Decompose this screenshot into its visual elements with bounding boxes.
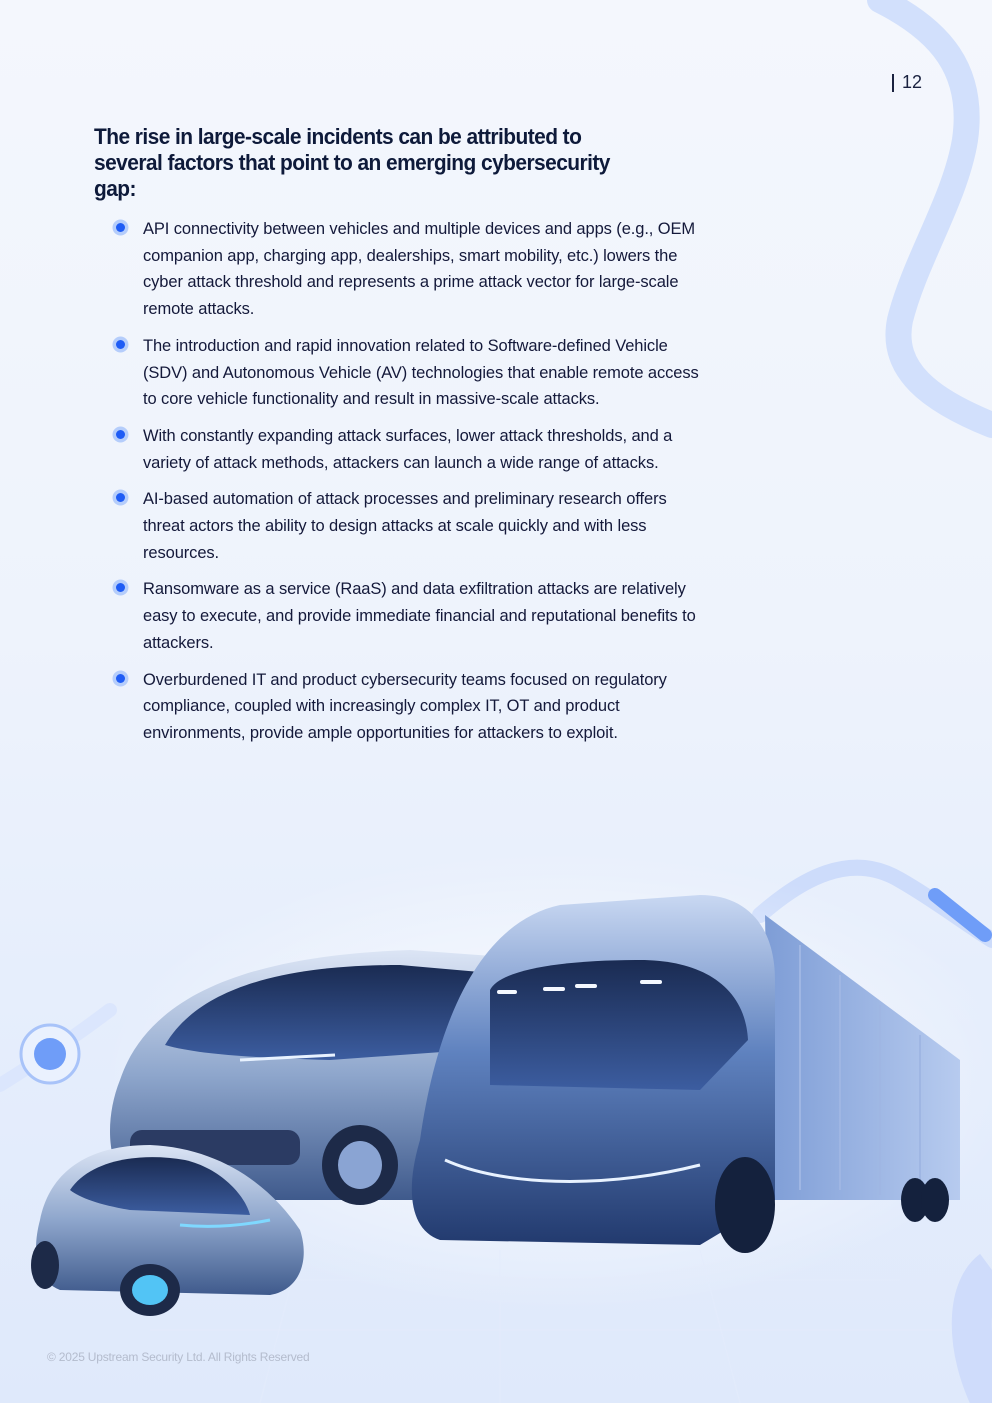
bullet-dot-icon <box>116 583 125 592</box>
factor-list <box>112 216 712 757</box>
list-item <box>112 486 712 566</box>
bullet-dot-icon <box>116 493 125 502</box>
bullet-dot-icon <box>116 340 125 349</box>
copyright-footer: © 2025 Upstream Security Ltd. All Rights Reserved <box>47 1350 310 1364</box>
list-item <box>112 423 712 476</box>
bullet-dot-icon <box>116 223 125 232</box>
page-number <box>892 72 922 93</box>
page-number-text: 12 <box>901 72 922 92</box>
bullet-dot-icon <box>116 430 125 439</box>
bullet-dot-icon <box>116 674 125 683</box>
vehicles-illustration <box>0 820 992 1340</box>
list-item-text: AI-based automation of attack processes and preliminary research offers threat actors the ability to design attacks at scale quickly and with less resources. <box>143 490 667 562</box>
truck-illustration <box>412 895 960 1253</box>
page-number-divider <box>892 74 894 92</box>
list-item-text: With constantly expanding attack surfaces, lower attack thresholds, and a variety of attack methods, attackers can launch a wide range of attacks. <box>143 426 673 472</box>
location-pin-icon <box>21 1025 79 1083</box>
list-item <box>112 216 712 323</box>
list-item-text: Ransomware as a service (RaaS) and data exfiltration attacks are relatively easy to execute, and provide immediate financial and reputational benefits to attackers. <box>143 580 696 652</box>
section-heading: The rise in large-scale incidents can be attributed to several factors that point to an emerging cybersecurity gap: <box>94 124 610 201</box>
list-item <box>112 576 712 656</box>
list-item <box>112 667 712 747</box>
list-item <box>112 333 712 413</box>
list-item-text: The introduction and rapid innovation related to Software-defined Vehicle (SDV) and Autonomous Vehicle (AV) technologies that enable remote access to core vehicle functionality and result in massive-scale attacks. <box>143 336 699 409</box>
list-item-text: API connectivity between vehicles and multiple devices and apps (e.g., OEM companion app, charging app, dealerships, smart mobility, etc.) lowers the cyber attack threshold and represents a prime attack vector for large-scale remote attacks. <box>143 220 696 319</box>
list-item-text: Overburdened IT and product cybersecurity teams focused on regulatory compliance, coupled with increasingly complex IT, OT and product environments, provide ample opportunities for attackers to exploit. <box>143 670 667 742</box>
